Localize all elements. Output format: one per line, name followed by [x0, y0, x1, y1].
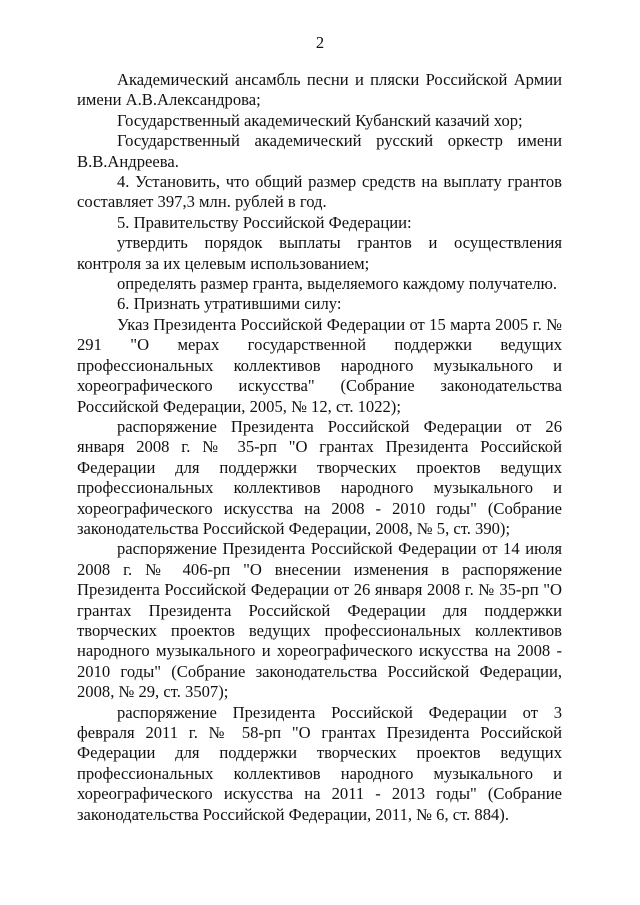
paragraph-item-6: 6. Признать утратившими силу: [117, 294, 342, 314]
paragraph-order-406rp: распоряжение Президента Российской Федерации от 14 июля 2008 г. № 406-рп "О внесении изменения в распоряжение Президента Российской Федерации от 26 января 2008 г. № 35-рп "О грантах Президента Российской Федерации для поддержки творческих проектов ведущих профессиональных коллективов народного музыкального и хореографического искусства на 2008 - 2010 годы" (Собрание законодательства Российской Федерации, 2008, № 29, ст. 3507); [77, 539, 562, 702]
paragraph-item-4: 4. Установить, что общий размер средств на выплату грантов составляет 397,3 млн. рублей в год. [77, 172, 562, 212]
paragraph-decree-291: Указ Президента Российской Федерации от 15 марта 2005 г. № 291 "О мерах государственной поддержки ведущих профессиональных коллективов народного музыкального и хореографического искусства" (Собрание законодательства Российской Федерации, 2005, № 12, ст. 1022); [77, 314, 562, 416]
paragraph-grant-procedure: утвердить порядок выплаты грантов и осуществления контроля за их целевым использованием; [77, 233, 562, 273]
document-body [77, 70, 562, 825]
page-number: 2 [315, 33, 325, 52]
paragraph-item-5: 5. Правительству Российской Федерации: [117, 212, 412, 232]
paragraph-kuban-choir: Государственный академический Кубанский казачий хор; [117, 110, 523, 130]
paragraph-order-58rp: распоряжение Президента Российской Федерации от 3 февраля 2011 г. № 58-рп "О грантах Президента Российской Федерации для поддержки творческих проектов ведущих профессиональных коллективов народного музыкального и хореографического искусства на 2011 - 2013 годы" (Собрание законодательства Российской Федерации, 2011, № 6, ст. 884). [77, 702, 562, 824]
paragraph-andreev-orchestra: Государственный академический русский оркестр имени В.В.Андреева. [77, 131, 562, 171]
paragraph-grant-size: определять размер гранта, выделяемого каждому получателю. [117, 274, 558, 294]
paragraph-order-35rp: распоряжение Президента Российской Федерации от 26 января 2008 г. № 35-рп "О грантах Президента Российской Федерации для поддержки творческих проектов ведущих профессиональных коллективов народного музыкального и хореографического искусства на 2008 - 2010 годы" (Собрание законодательства Российской Федерации, 2008, № 5, ст. 390); [77, 416, 562, 538]
paragraph-ensemble-alexandrov: Академический ансамбль песни и пляски Российской Армии имени А.В.Александрова; [77, 70, 562, 110]
